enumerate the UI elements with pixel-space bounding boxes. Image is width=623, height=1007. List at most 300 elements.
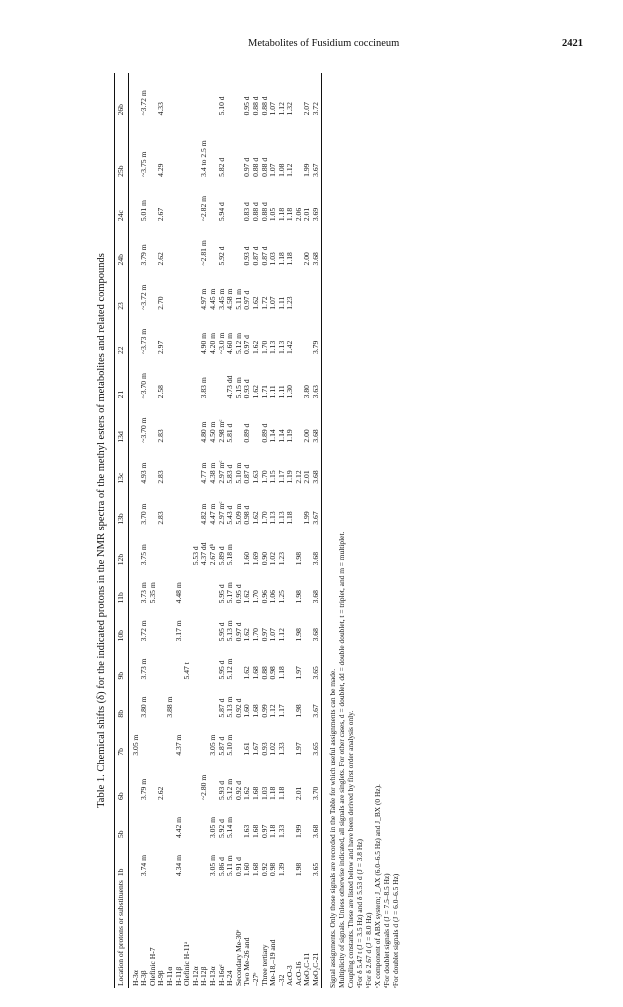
shift-cell: 1.33: [276, 742, 286, 756]
shift-cell: 2.67: [156, 207, 166, 222]
shift-cell: 5.47 t: [182, 662, 192, 680]
shift-cell: 3.67: [311, 163, 321, 177]
shift-cell: [166, 486, 175, 527]
shift-cell: 0.93: [259, 742, 269, 756]
shift-cell: 1.18: [268, 824, 278, 839]
shift-cell: 1.11: [276, 296, 286, 310]
shift-cell: 4.93 m: [139, 462, 149, 484]
shift-cell: 5.12 m: [225, 778, 235, 800]
shift-cell: 2.12: [293, 470, 303, 484]
shift-cell: [183, 605, 192, 643]
shift-cell: [166, 445, 175, 486]
row-label: Three tertiary: [259, 944, 269, 986]
shift-cell: 1.12: [268, 704, 278, 718]
shift-cell: 1.99: [302, 163, 312, 177]
shift-cell: 1.03: [268, 252, 278, 266]
shift-cell: 1.98: [293, 551, 303, 566]
shift-cell: 3.80: [302, 385, 312, 399]
shift-cell: 1.13: [276, 511, 286, 525]
shift-cell: 1.14: [268, 429, 278, 443]
shift-cell: 4.45 m: [207, 288, 217, 310]
shift-cell: 3.05 m: [130, 734, 140, 756]
shift-cell: 1.68: [250, 666, 260, 680]
shift-cell: [149, 840, 158, 878]
shift-cell: 3.05 m: [207, 734, 217, 756]
shift-cell: [166, 223, 175, 267]
row-label: Olefinic H-11ᵃ: [182, 941, 192, 986]
shift-cell: [166, 527, 175, 568]
shift-cell: 0.90: [259, 551, 269, 566]
shift-cell: 3.05 m: [207, 855, 217, 877]
shift-cell: 1.12: [276, 102, 286, 116]
shift-cell: 3.65: [311, 742, 321, 756]
shift-cell: 5.43 d: [225, 505, 235, 525]
shift-cell: 1.18: [285, 252, 295, 266]
shift-cell: 2.98 mᶜ: [216, 419, 226, 443]
shift-cell: [128, 802, 140, 840]
shift-cell: [157, 605, 166, 643]
shift-cell: [312, 267, 321, 311]
shift-cell: 0.88 d: [250, 202, 260, 222]
shift-cell: ~3.72 m: [139, 90, 149, 116]
shift-cell: 1.19: [285, 429, 295, 443]
shift-cell: [183, 682, 192, 720]
shift-cell: [295, 312, 304, 356]
footnote: Multiplicity of signals. Unless otherwise indicated, all signals are singlets. For other cases, d = doublet, dd = double doublet, t = triplet, and m = multiplet.: [336, 531, 346, 988]
row-label: AcO-16: [293, 961, 303, 986]
shift-cell: [303, 267, 312, 311]
shift-cell: [175, 312, 184, 356]
shift-cell: 3.70 m: [139, 503, 149, 525]
table-footnotes: [328, 73, 400, 988]
shift-cell: 5.93 d: [216, 780, 226, 800]
column-header-compound: 21: [116, 390, 125, 399]
shift-cell: 1.06: [268, 590, 278, 604]
footnote: Coupling constants. These are listed below and have been derived by first order analysis only.: [345, 710, 355, 988]
shift-cell: 2.62: [156, 252, 166, 266]
column-header-compound: 11b: [116, 592, 125, 604]
shift-cell: 0.92 d: [233, 698, 243, 718]
table-row: [175, 73, 184, 988]
shift-cell: 5.18 m: [225, 544, 235, 566]
shift-cell: [175, 179, 184, 223]
shift-cell: 1.68: [250, 824, 260, 839]
shift-cell: 0.88 d: [259, 96, 269, 116]
shift-cell: 2.07: [302, 102, 312, 116]
shift-cell: [175, 527, 184, 568]
column-header-compound: 5b: [116, 830, 125, 839]
shift-cell: 2.00: [302, 429, 312, 443]
shift-cell: 5.92 d: [216, 819, 226, 839]
shift-cell: 3.68: [311, 824, 321, 839]
column-header-compound: 22: [116, 346, 125, 355]
shift-cell: 4.42 m: [173, 816, 183, 839]
shift-cell: [166, 117, 175, 178]
shift-cell: [175, 223, 184, 267]
shift-cell: 2.97 mᶜ: [216, 460, 226, 484]
shift-cell: [183, 400, 192, 444]
shift-cell: [183, 179, 192, 223]
shift-cell: 4.60 m: [225, 332, 235, 355]
shift-cell: 4.34 m: [173, 855, 183, 877]
shift-cell: [183, 312, 192, 356]
column-header-compound: 13c: [116, 472, 125, 484]
shift-cell: [183, 267, 192, 311]
page-number: 2421: [562, 38, 583, 49]
column-header-location: Location of protons or substituents: [116, 880, 125, 986]
shift-cell: 2.58: [156, 385, 166, 399]
shift-cell: 5.92 d: [216, 246, 226, 266]
shift-cell: [157, 643, 166, 681]
row-label: Me-18,–19 and: [268, 939, 278, 986]
shift-cell: 3.4 to 2.5 m: [199, 140, 209, 177]
row-label: Two Me-26 and: [242, 937, 252, 986]
shift-cell: ~2.81 m: [199, 240, 209, 266]
column-header-compound: 24c: [116, 210, 125, 222]
shift-cell: 0.83 d: [242, 202, 252, 222]
shift-cell: 2.01: [302, 207, 312, 222]
footnote: ᵉFor doublet signals d (J = 6.0–6.5 Hz): [390, 873, 400, 988]
shift-cell: [175, 73, 184, 117]
row-label: H-3α: [130, 970, 140, 986]
shift-cell: 1.68: [250, 786, 260, 800]
shift-cell: [200, 682, 209, 720]
column-header-compound: 6b: [116, 792, 125, 800]
shift-cell: 1.70: [250, 590, 260, 604]
shift-cell: 3.73 m: [139, 582, 149, 604]
shift-cell: 2.97 mᶜ: [216, 501, 226, 525]
column-header-compound: 24b: [116, 254, 125, 266]
shift-cell: 1.98: [293, 590, 303, 604]
shift-cell: [200, 73, 209, 117]
shift-cell: 4.38 m: [207, 462, 217, 484]
shift-cell: 1.62: [242, 590, 252, 604]
shift-cell: 1.71: [259, 385, 269, 399]
shift-cell: [192, 840, 201, 878]
shift-cell: 4.33: [156, 102, 166, 116]
shift-cell: [183, 802, 192, 840]
shift-cell: 1.98: [293, 862, 303, 877]
shift-cell: 3.68: [311, 551, 321, 566]
shift-cell: 1.63: [250, 470, 260, 484]
shift-cell: 0.97: [259, 628, 269, 642]
shift-cell: 4.73 dd: [225, 375, 235, 399]
shift-cell: 3.65: [311, 666, 321, 680]
row-label: H-16αᶜ: [216, 964, 226, 986]
shift-cell: [149, 527, 158, 568]
shift-cell: [175, 356, 184, 400]
shift-cell: [226, 223, 235, 267]
shift-cell: 3.73 m: [139, 658, 149, 680]
shift-cell: [183, 840, 192, 878]
shift-cell: 1.98: [293, 704, 303, 718]
shift-cell: 1.69: [250, 551, 260, 566]
shift-cell: 0.87 d: [250, 246, 260, 266]
shift-cell: 1.07: [268, 628, 278, 642]
shift-cell: 1.60: [242, 704, 252, 718]
shift-cell: [140, 720, 149, 758]
shift-cell: 3.63: [311, 385, 321, 399]
shift-cell: 5.35 m: [147, 582, 157, 604]
shift-cell: 1.70: [250, 628, 260, 642]
shift-cell: [192, 605, 201, 643]
shift-cell: 5.83 d: [225, 464, 235, 484]
shift-cell: 1.30: [285, 385, 295, 399]
shift-cell: [149, 605, 158, 643]
column-header-compound: 7b: [116, 748, 125, 756]
shift-cell: [183, 486, 192, 527]
shift-cell: 4.20 m: [207, 332, 217, 355]
shift-cell: 0.91 d: [233, 857, 243, 877]
shift-cell: 1.11: [268, 385, 278, 399]
shift-cell: [226, 73, 235, 117]
shift-cell: [175, 117, 184, 178]
shift-cell: 0.89 d: [259, 423, 269, 443]
shift-cell: 3.72 m: [139, 620, 149, 642]
column-header-compound: 10b: [116, 630, 125, 642]
shift-cell: 1.13: [276, 340, 286, 355]
running-head: [0, 38, 623, 54]
shift-cell: 3.72: [311, 102, 321, 116]
column-header-compound: 1b: [116, 868, 125, 877]
shift-cell: 1.12: [276, 628, 286, 642]
shift-cell: 1.05: [268, 207, 278, 222]
shift-cell: 1.60: [242, 862, 252, 877]
shift-cell: 4.50 m: [207, 421, 217, 443]
shift-cell: [183, 223, 192, 267]
shift-cell: 4.80 m: [199, 421, 209, 443]
table-row: [200, 73, 209, 988]
shift-cell: [200, 567, 209, 605]
table-row: [140, 73, 149, 988]
shift-cell: 3.79 m: [139, 244, 149, 266]
shift-cell: [166, 643, 175, 681]
row-label: H-12β: [199, 966, 209, 986]
shift-cell: [226, 179, 235, 223]
shift-cell: 0.98: [268, 862, 278, 877]
table-body: [128, 73, 321, 988]
shift-cell: 3.05 m: [207, 816, 217, 839]
shift-cell: [183, 117, 192, 178]
shift-cell: 5.09 m: [233, 503, 243, 525]
shift-cell: 0.93 d: [242, 379, 252, 399]
shift-cell: 4.97 m: [199, 288, 209, 310]
shift-cell: 1.70: [259, 470, 269, 484]
shift-cell: 2.62: [156, 786, 166, 800]
shift-cell: 4.48 m: [173, 582, 183, 604]
shift-cell: 0.92 d: [233, 780, 243, 800]
shift-cell: [183, 567, 192, 605]
shift-cell: [157, 567, 166, 605]
shift-cell: 0.97 d: [242, 157, 252, 177]
shift-cell: [157, 720, 166, 758]
shift-cell: [149, 802, 158, 840]
shift-cell: 5.14 m: [225, 816, 235, 839]
shift-cell: 1.42: [285, 340, 295, 355]
shift-cell: [192, 73, 201, 117]
shift-cell: 3.88 m: [164, 696, 174, 718]
shift-cell: [183, 356, 192, 400]
shift-cell: 1.18: [268, 786, 278, 800]
shift-cell: 5.10 m: [225, 734, 235, 756]
table-row: [312, 73, 321, 988]
shift-cell: 1.62: [250, 340, 260, 355]
footnote: ᶜX component of ABX system; J_AX (6.0–6.5 Hz) and J_BX (0 Hz).: [372, 784, 382, 988]
shift-cell: 3.45 m: [216, 288, 226, 310]
shift-cell: 1.17: [276, 470, 286, 484]
shift-cell: ~3.0 m: [216, 332, 226, 355]
shift-cell: 1.32: [285, 102, 295, 116]
shift-cell: 5.81 d: [225, 423, 235, 443]
shift-cell: 1.23: [276, 551, 286, 566]
shift-cell: 0.95 d: [242, 96, 252, 116]
shift-cell: 1.18: [276, 666, 286, 680]
shift-cell: 1.23: [285, 296, 295, 310]
nmr-shift-table: [114, 73, 322, 988]
shift-cell: 1.03: [259, 786, 269, 800]
shift-cell: [166, 73, 175, 117]
shift-cell: 4.29: [156, 163, 166, 177]
shift-cell: 1.62: [250, 296, 260, 310]
shift-cell: 1.97: [293, 742, 303, 756]
shift-cell: ~3.75 m: [139, 151, 149, 177]
shift-cell: 1.70: [259, 340, 269, 355]
column-header-compound: 9b: [116, 671, 125, 680]
table-row: [166, 73, 175, 988]
shift-cell: 1.02: [268, 551, 278, 566]
footnote: ᵃFor δ 5.47 t (J = 3.5 Hz) and δ 5.53 d (J = 3.8 Hz): [354, 839, 364, 988]
shift-cell: 1.39: [276, 862, 286, 877]
shift-cell: 1.62: [250, 385, 260, 399]
shift-cell: 3.75 m: [139, 544, 149, 566]
shift-cell: 5.87 d: [216, 736, 226, 756]
row-label: H-11α: [164, 966, 174, 986]
shift-cell: 1.97: [293, 666, 303, 680]
shift-cell: 1.70: [259, 511, 269, 525]
shift-cell: 4.58 m: [225, 288, 235, 310]
shift-cell: 1.18: [276, 252, 286, 266]
shift-cell: [175, 758, 184, 802]
row-label: H-9β: [156, 970, 166, 986]
table-row: [183, 73, 192, 988]
shift-cell: 1.13: [268, 340, 278, 355]
shift-cell: [183, 73, 192, 117]
shift-cell: [166, 312, 175, 356]
shift-cell: 5.01 m: [139, 200, 149, 222]
shift-cell: 5.11 m: [233, 288, 243, 310]
shift-cell: 5.13 m: [225, 620, 235, 642]
column-header-compound: 13d: [116, 431, 125, 443]
shift-cell: 1.18: [276, 786, 286, 800]
shift-cell: 0.88 d: [259, 157, 269, 177]
shift-cell: 5.89 d: [216, 546, 226, 566]
shift-cell: 5.13 m: [225, 696, 235, 718]
shift-cell: 1.15: [268, 470, 278, 484]
shift-cell: [157, 527, 166, 568]
shift-cell: 3.83 m: [199, 377, 209, 399]
shift-cell: 5.12 m: [233, 332, 243, 355]
shift-cell: 1.99: [293, 824, 303, 839]
shift-cell: 5.12 m: [225, 658, 235, 680]
shift-cell: [200, 643, 209, 681]
shift-cell: 1.07: [268, 296, 278, 310]
shift-cell: [192, 682, 201, 720]
shift-cell: 3.17 m: [173, 620, 183, 642]
shift-cell: 0.93 d: [242, 246, 252, 266]
shift-cell: 1.18: [285, 511, 295, 525]
column-header-compound: 8b: [116, 709, 125, 718]
shift-cell: [175, 682, 184, 720]
shift-cell: 4.90 m: [199, 332, 209, 355]
shift-cell: 5.10 m: [233, 462, 243, 484]
shift-cell: [166, 179, 175, 223]
shift-cell: 3.68: [311, 429, 321, 443]
shift-cell: 2.83: [156, 470, 166, 484]
shift-cell: 0.87 d: [242, 464, 252, 484]
header-row: [115, 73, 129, 988]
shift-cell: 5.82 d: [216, 157, 226, 177]
shift-cell: 1.13: [268, 511, 278, 525]
shift-cell: 5.86 d: [216, 857, 226, 877]
rotated-table-block: [94, 73, 569, 988]
shift-cell: [192, 720, 201, 758]
shift-cell: 1.60: [242, 551, 252, 566]
row-label: AcO-3: [285, 965, 295, 986]
shift-cell: 3.74 m: [139, 855, 149, 877]
shift-cell: 0.92: [259, 862, 269, 877]
shift-cell: 1.17: [276, 704, 286, 718]
shift-cell: 0.97 d: [233, 622, 243, 642]
shift-cell: [175, 267, 184, 311]
shift-cell: 2.01: [302, 470, 312, 484]
shift-cell: [226, 117, 235, 178]
shift-cell: 3.79 m: [139, 778, 149, 800]
shift-cell: 0.88 d: [259, 202, 269, 222]
row-label: Secondary Me-30ᵉ: [233, 929, 243, 986]
shift-cell: 2.83: [156, 429, 166, 443]
shift-cell: 0.99: [259, 704, 269, 718]
shift-cell: [175, 445, 184, 486]
shift-cell: 1.62: [250, 511, 260, 525]
shift-cell: 5.95 d: [216, 584, 226, 604]
shift-cell: 1.11: [276, 385, 286, 399]
shift-cell: 0.87 d: [259, 246, 269, 266]
shift-cell: 2.67 dᵇ: [207, 543, 217, 566]
shift-cell: 1.67: [250, 742, 260, 756]
table-caption: Table 1. Chemical shifts (δ) for the indicated protons in the NMR spectra of the methyl esters of metabolites and related compounds: [96, 253, 107, 808]
shift-cell: [192, 802, 201, 840]
shift-cell: 1.08: [276, 163, 286, 177]
shift-cell: 1.63: [242, 824, 252, 839]
shift-cell: 0.97: [259, 824, 269, 839]
row-label: H-11β: [173, 966, 183, 986]
shift-cell: 0.97 d: [242, 290, 252, 310]
shift-cell: 2.70: [156, 296, 166, 310]
shift-cell: [149, 643, 158, 681]
shift-cell: 0.88 d: [250, 157, 260, 177]
shift-cell: 4.37 m: [173, 734, 183, 756]
row-label: Olefinic H-7: [147, 947, 157, 986]
table-row: [226, 73, 235, 988]
shift-cell: [183, 720, 192, 758]
shift-cell: 1.61: [242, 742, 252, 756]
column-header-compound: 23: [116, 302, 125, 310]
shift-cell: 1.07: [268, 102, 278, 116]
shift-cell: [166, 267, 175, 311]
table-row: [218, 73, 227, 988]
shift-cell: 0.98 d: [242, 505, 252, 525]
shift-cell: 1.18: [276, 207, 286, 222]
